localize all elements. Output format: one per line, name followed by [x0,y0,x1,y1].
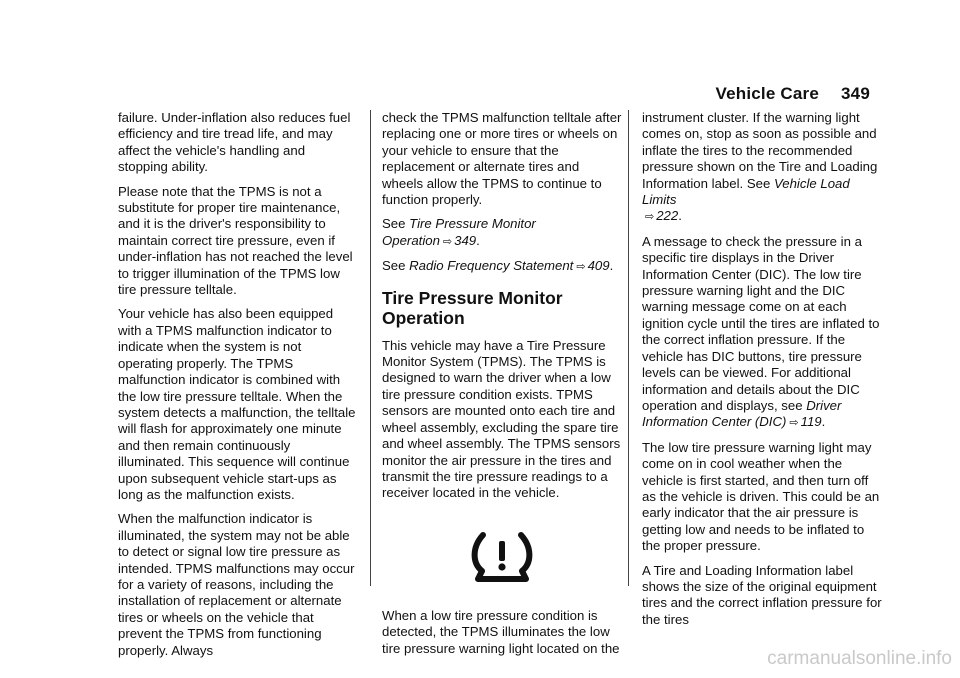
page-number: 349 [841,84,870,103]
cross-reference-page[interactable]: 119 [800,414,822,430]
cross-reference-page[interactable]: 222 [656,208,679,224]
paragraph: failure. Under-inflation also reduces fuel efficiency and tire tread life, and may affect the vehicle's handling and stopping ability. [118,110,351,175]
cross-reference-link[interactable]: Radio Frequency Statement [409,258,574,274]
column-divider [370,110,371,586]
column-3 [642,110,882,636]
paragraph: Your vehicle has also been equipped with a TPMS malfunction indicator to indicate when the system is not operating properly. The TPMS malfunction indicator is combined with the low tire pressure telltale. When the system detects a malfunction, the telltale will flash for approximately one minute and then remain continuously illuminated. This sequence will continue upon subsequent vehicle start-ups as long as the malfunction exists. [118,306,356,502]
paragraph: The low tire pressure warning light may come on in cool weather when the vehicle is first started, and then turn off as the vehicle is driven. This could be an early indicator that the air pressure is getting low and needs to be inflated to the proper pressure. [642,439,880,554]
paragraph: Please note that the TPMS is not a substitute for proper tire maintenance, and it is the driver's responsibility to maintain correct tire pressure, even if under-inflation has not reached the level to trigger illumination of the TPMS low tire pressure telltale. [118,183,353,298]
section-heading: Tire Pressure Monitor Operation [382,287,563,328]
paragraph: When the malfunction indicator is illuminated, the system may not be able to detect or signal low tire pressure as intended. TPMS malfunctions may occur for a variety of reasons, including the installation of replacement or alternate tires or wheels on the vehicle that prevent the TPMS from functioning properly. Always [118,511,355,658]
paragraph: When a low tire pressure condition is detected, the TPMS illuminates the low tire pressure warning light located on the [382,607,620,656]
watermark: carmanualsonline.info [767,648,952,669]
page-arrow-icon: ⇨ [789,417,799,430]
column-1 [118,110,358,667]
page-arrow-icon: ⇨ [576,261,586,274]
cross-reference-page[interactable]: 409 [587,258,610,274]
column-divider [628,110,629,586]
paragraph: instrument cluster. If the warning light comes on, stop as soon as possible and inflate the tires to the recommended pressure shown on the Tire and Loading Information label. See Vehicle Load Limits ⇨ 222. [642,110,878,224]
page-header [716,84,871,104]
column-2 [382,110,622,665]
cross-reference-page[interactable]: 349 [454,232,477,248]
cross-reference-link[interactable]: Vehicle Load Limits [642,175,850,208]
paragraph: A message to check the pressure in a specific tire displays in the Driver Information Center (DIC). The low tire pressure warning light and the DIC warning message come on at each ignition cycle until the tires are inflated to the correct inflation pressure. If the vehicle has DIC buttons, tire pressure levels can be viewed. For additional information and details about the DIC operation and displays, see Driver Information Center (DIC) ⇨ 119. [642,233,880,430]
page-arrow-icon: ⇨ [645,211,655,224]
paragraph: This vehicle may have a Tire Pressure Monitor System (TPMS). The TPMS is designed to warn the driver when a low tire pressure condition exists. TPMS sensors are mounted onto each tire and wheel assembly, excluding the spare tire and wheel assembly. The TPMS sensors monitor the air pressure in the tires and transmit the tire pressure readings to a receiver located in the vehicle. [382,337,621,501]
page-arrow-icon: ⇨ [442,235,453,248]
cross-reference-link[interactable]: Driver Information Center (DIC) [642,397,842,430]
see-also-1: See Tire Pressure Monitor Operation ⇨ 349. [382,216,536,248]
cross-reference-link[interactable]: Tire Pressure Monitor Operation [382,216,536,248]
tire-pressure-warning-icon [470,529,534,583]
see-also-2: See Radio Frequency Statement ⇨ 409. [382,258,614,274]
paragraph: check the TPMS malfunction telltale after replacing one or more tires or wheels on your vehicle to ensure that the replacement or alternate tires and wheels allow the TPMS to continue to function properly. [382,110,622,208]
paragraph: A Tire and Loading Information label shows the size of the original equipment tires and the correct inflation pressure for the tires [642,562,882,627]
section-title: Vehicle Care [715,84,820,103]
